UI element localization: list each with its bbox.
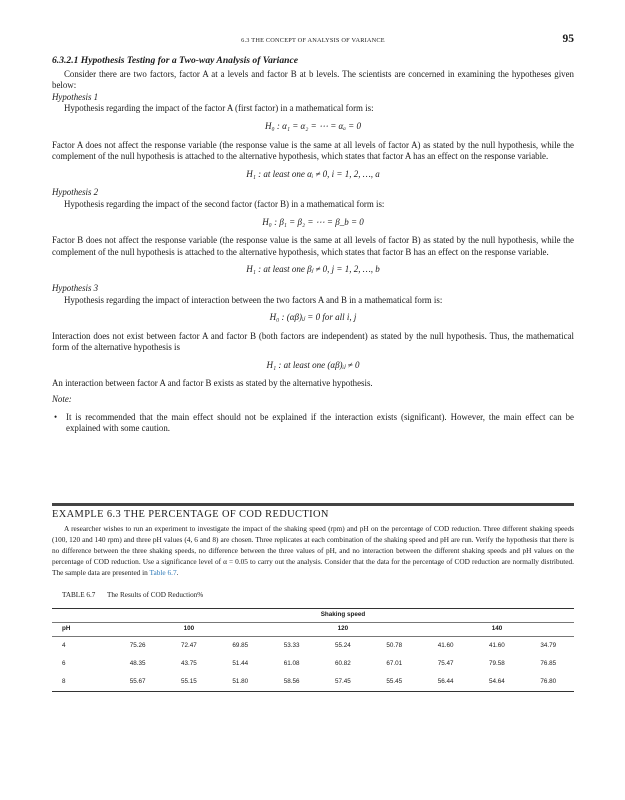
running-title: 6.3 THE CONCEPT OF ANALYSIS OF VARIANCE: [241, 37, 385, 44]
cod-reduction-table: [52, 608, 574, 692]
table-cell: 41.60: [437, 641, 454, 649]
table-cell: 61.08: [283, 659, 300, 667]
table-cell: 56.44: [437, 677, 454, 685]
null-hypothesis-equation: H₀ : β₁ = β₂ = ⋯ = β_b = 0: [262, 216, 364, 227]
ph-value: 8: [62, 677, 66, 685]
table-cell: 55.15: [181, 677, 197, 685]
ph-value: 4: [62, 641, 66, 649]
section-title: 6.3.2.1 Hypothesis Testing for a Two-way Analysis of Variance: [52, 55, 298, 66]
table-cell: 58.56: [283, 677, 300, 685]
table-cell: 76.80: [540, 677, 557, 685]
null-hypothesis-equation: H₀ : α₁ = α₂ = ⋯ = αₐ = 0: [265, 120, 361, 131]
table-cell: 50.78: [386, 641, 403, 649]
table-cell: 72.47: [181, 641, 197, 649]
table-label: TABLE 6.7: [62, 591, 96, 600]
hypothesis-explanation: Factor A does not affect the response variable (the response value is the same at all levels of factor A) as stated by the null hypothesis, while the complement of the null hypothesis is attached to the alternative hypothesis, which states that factor A has an effect on the response variable.: [52, 139, 574, 162]
table-cell: 53.33: [283, 641, 300, 649]
speed-header: 140: [491, 625, 503, 633]
hypothesis-1: [52, 92, 574, 181]
table-row: [52, 673, 574, 692]
table-cell: 48.35: [129, 659, 146, 667]
note-bullet: [52, 412, 574, 435]
note-bullet-text: It is recommended that the main effect should not be explained if the interaction exists (significant). However, the main effect can be explained with some caution.: [66, 411, 574, 434]
alternative-hypothesis-equation: H₁ : at least one αᵢ ≠ 0, i = 1, 2, …, a: [246, 168, 380, 179]
bullet-icon: •: [54, 411, 58, 422]
example-body-end: .: [176, 567, 179, 577]
table-row: [52, 637, 574, 656]
table-cell: 55.24: [335, 641, 351, 649]
table-cell: 55.45: [386, 677, 403, 685]
table-caption-text: The Results of COD Reduction%: [107, 591, 204, 600]
example-title: EXAMPLE 6.3 THE PERCENTAGE OF COD REDUCTION: [52, 509, 329, 520]
table-cell: 67.01: [386, 659, 403, 667]
hypothesis-2: [52, 187, 574, 276]
table-cell: 54.64: [489, 677, 505, 685]
running-header: [52, 33, 574, 49]
table-cell: 79.58: [489, 659, 505, 667]
table-speed-header-row: [52, 623, 574, 637]
example-body-text: A researcher wishes to run an experiment to investigate the impact of the shaking speed (rpm) and pH on the percentage of COD reduction. Three different shaking speeds (100, 120 and 140 rpm) and three pH values (4, 6 and 8) are chosen. Three replicates at each combination of the shaking speed and pH are run. Verify the hypothesis that there is no difference between the three shaking speeds, no difference between the three values of pH, and no interaction between the different shaking speeds and pH values on the percentage of COD reduction. Use a significance level of α = 0.05 to carry out the analysis. Consider that the data for the percentage of COD reduction are normally distributed. The sample data are presented in: [52, 523, 574, 577]
hypothesis-3: [52, 283, 574, 372]
hypothesis-explanation: Factor B does not affect the response variable (the response value is the same at all levels of factor B) as stated by the null hypothesis, while the complement of the null hypothesis is attached to the alternative hypothesis, which states that factor B has an effect on the response variable.: [52, 235, 574, 257]
section-intro: Consider there are two factors, factor A at a levels and factor B at b levels. The scientists are concerned in examining the hypotheses given below:: [52, 68, 574, 91]
speed-header: 100: [183, 625, 195, 633]
hypothesis-description: Hypothesis regarding the impact of the second factor (factor B) in a mathematical form is:: [64, 198, 385, 209]
table-row: [52, 655, 574, 673]
alternative-hypothesis-equation: H₁ : at least one (αβ)ᵢⱼ ≠ 0: [266, 359, 360, 370]
page-number: 95: [562, 33, 574, 45]
table-cell: 69.85: [232, 641, 249, 649]
example-divider: [52, 503, 574, 506]
ph-value: 6: [62, 659, 66, 667]
example-body: [52, 524, 574, 579]
table-group-header-row: [52, 609, 574, 623]
hypothesis-explanation: Interaction does not exist between factor A and factor B (both factors are independent) as stated by the null hypothesis. Thus, the mathematical form of the alternative hypothesis is: [52, 330, 574, 353]
table-cell: 57.45: [335, 677, 351, 685]
hypothesis-label: Hypothesis 2: [52, 187, 99, 198]
hypothesis-label: Hypothesis 1: [52, 91, 99, 102]
section-content: [52, 55, 574, 435]
table-cell: 34.79: [540, 641, 557, 649]
closing-statement: An interaction between factor A and factor B exists as stated by the alternative hypothesis.: [52, 378, 373, 389]
table-caption: [62, 590, 574, 601]
table-cell: 75.26: [129, 641, 146, 649]
hypothesis-description: Hypothesis regarding the impact of the factor A (first factor) in a mathematical form is:: [64, 103, 374, 114]
table-cell: 41.60: [489, 641, 505, 649]
ph-header: pH: [62, 625, 71, 633]
shaking-speed-header: Shaking speed: [320, 611, 366, 619]
table-cell: 76.85: [540, 659, 557, 667]
note-label: Note:: [52, 394, 72, 405]
null-hypothesis-equation: H₀ : (αβ)ᵢⱼ = 0 for all i, j: [269, 312, 357, 323]
table-reference-link[interactable]: Table 6.7: [149, 567, 177, 577]
table-cell: 51.80: [232, 677, 249, 685]
alternative-hypothesis-equation: H₁ : at least one βⱼ ≠ 0, j = 1, 2, …, b: [246, 264, 380, 275]
speed-header: 120: [337, 625, 349, 633]
example-box: [52, 510, 574, 692]
table-cell: 55.67: [129, 677, 146, 685]
table-cell: 60.82: [335, 659, 351, 667]
table-cell: 43.75: [181, 659, 197, 667]
hypothesis-description: Hypothesis regarding the impact of interaction between the two factors A and B in a mathematical form is:: [64, 294, 443, 305]
table-cell: 75.47: [437, 659, 454, 667]
hypothesis-label: Hypothesis 3: [52, 282, 99, 293]
table-cell: 51.44: [232, 659, 249, 667]
